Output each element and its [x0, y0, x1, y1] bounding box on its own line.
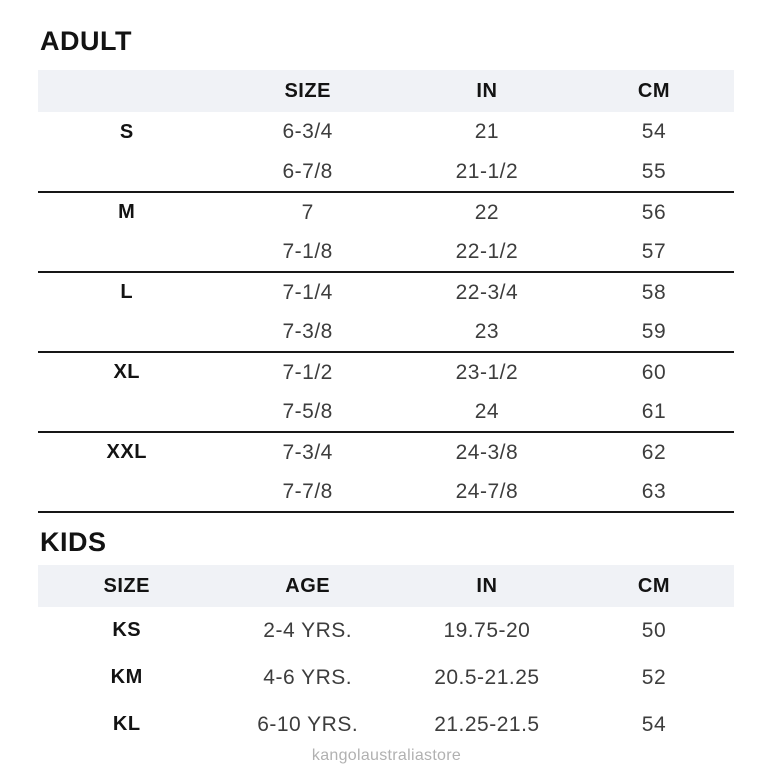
age-cell: 6-10 YRS. — [257, 712, 359, 736]
in-cell: 19.75-20 — [443, 618, 531, 642]
table-row — [38, 701, 734, 748]
row-label-cell — [38, 472, 215, 512]
kids-header-in: IN — [400, 565, 574, 607]
cm-cell: 62 — [641, 440, 667, 464]
row-label-cell: S — [119, 120, 134, 143]
table-row — [38, 312, 734, 352]
cm-cell: 52 — [641, 665, 667, 689]
size-cell: 7-1/4 — [282, 280, 333, 304]
age-cell: 2-4 YRS. — [263, 618, 353, 642]
in-cell: 23-1/2 — [455, 360, 519, 384]
adult-section-title: ADULT — [40, 26, 132, 56]
adult-header-cm: CM — [574, 70, 734, 112]
cm-cell: 59 — [574, 312, 734, 352]
table-row — [38, 152, 734, 192]
in-cell: 22 — [474, 200, 500, 224]
size-cell: 7-3/8 — [215, 312, 399, 352]
adult-header-row — [38, 70, 734, 112]
size-cell: 7-5/8 — [215, 392, 399, 432]
table-row — [38, 192, 734, 232]
row-label-cell: KL — [112, 713, 141, 735]
row-label-cell — [38, 312, 215, 352]
size-cell: 7-7/8 — [215, 472, 399, 512]
table-row — [38, 112, 734, 152]
adult-header-blank — [38, 70, 215, 112]
cm-cell: 54 — [641, 120, 667, 143]
cm-cell: 61 — [574, 392, 734, 432]
kids-header-cm: CM — [574, 565, 734, 607]
table-row — [38, 432, 734, 472]
row-label-cell: KM — [110, 666, 143, 688]
kids-header-age: AGE — [215, 565, 399, 607]
in-cell: 24-3/8 — [455, 440, 519, 464]
kids-size-table — [38, 565, 734, 748]
table-row — [38, 472, 734, 512]
in-cell: 23 — [400, 312, 574, 352]
size-cell: 7-1/2 — [282, 360, 333, 384]
cm-cell: 55 — [574, 152, 734, 192]
row-label-cell: L — [120, 281, 134, 303]
in-cell: 21-1/2 — [400, 152, 574, 192]
watermark-text: kangolaustraliastore — [311, 747, 462, 764]
table-row — [38, 607, 734, 654]
size-cell: 6-7/8 — [215, 152, 399, 192]
row-label-cell — [38, 232, 215, 272]
in-cell: 22-1/2 — [400, 232, 574, 272]
in-cell: 20.5-21.25 — [434, 665, 540, 689]
cm-cell: 56 — [641, 200, 667, 224]
row-label-cell: XL — [113, 361, 141, 383]
cm-cell: 58 — [641, 280, 667, 304]
size-cell: 7 — [301, 200, 314, 224]
kids-section-title: KIDS — [40, 527, 107, 557]
cm-cell: 60 — [641, 360, 667, 384]
row-label-cell — [38, 152, 215, 192]
cm-cell: 57 — [574, 232, 734, 272]
cm-cell: 63 — [574, 472, 734, 512]
in-cell: 21 — [474, 120, 500, 143]
table-row — [38, 232, 734, 272]
table-row — [38, 392, 734, 432]
kids-header-row — [38, 565, 734, 607]
table-row — [38, 272, 734, 312]
in-cell: 24 — [400, 392, 574, 432]
table-row — [38, 352, 734, 392]
row-label-cell — [38, 392, 215, 432]
row-label-cell: M — [118, 201, 136, 223]
adult-header-in: IN — [400, 70, 574, 112]
in-cell: 22-3/4 — [455, 280, 519, 304]
size-cell: 7-3/4 — [282, 440, 333, 464]
table-row — [38, 654, 734, 701]
adult-header-size: SIZE — [215, 70, 399, 112]
row-label-cell: XXL — [106, 441, 147, 463]
cm-cell: 54 — [641, 712, 667, 736]
adult-size-table — [38, 70, 734, 513]
row-label-cell: KS — [112, 619, 142, 641]
size-cell: 6-3/4 — [282, 120, 333, 143]
kids-header-size: SIZE — [38, 565, 215, 607]
size-cell: 7-1/8 — [215, 232, 399, 272]
in-cell: 21.25-21.5 — [434, 712, 540, 736]
in-cell: 24-7/8 — [400, 472, 574, 512]
cm-cell: 50 — [641, 618, 667, 642]
age-cell: 4-6 YRS. — [263, 665, 353, 689]
